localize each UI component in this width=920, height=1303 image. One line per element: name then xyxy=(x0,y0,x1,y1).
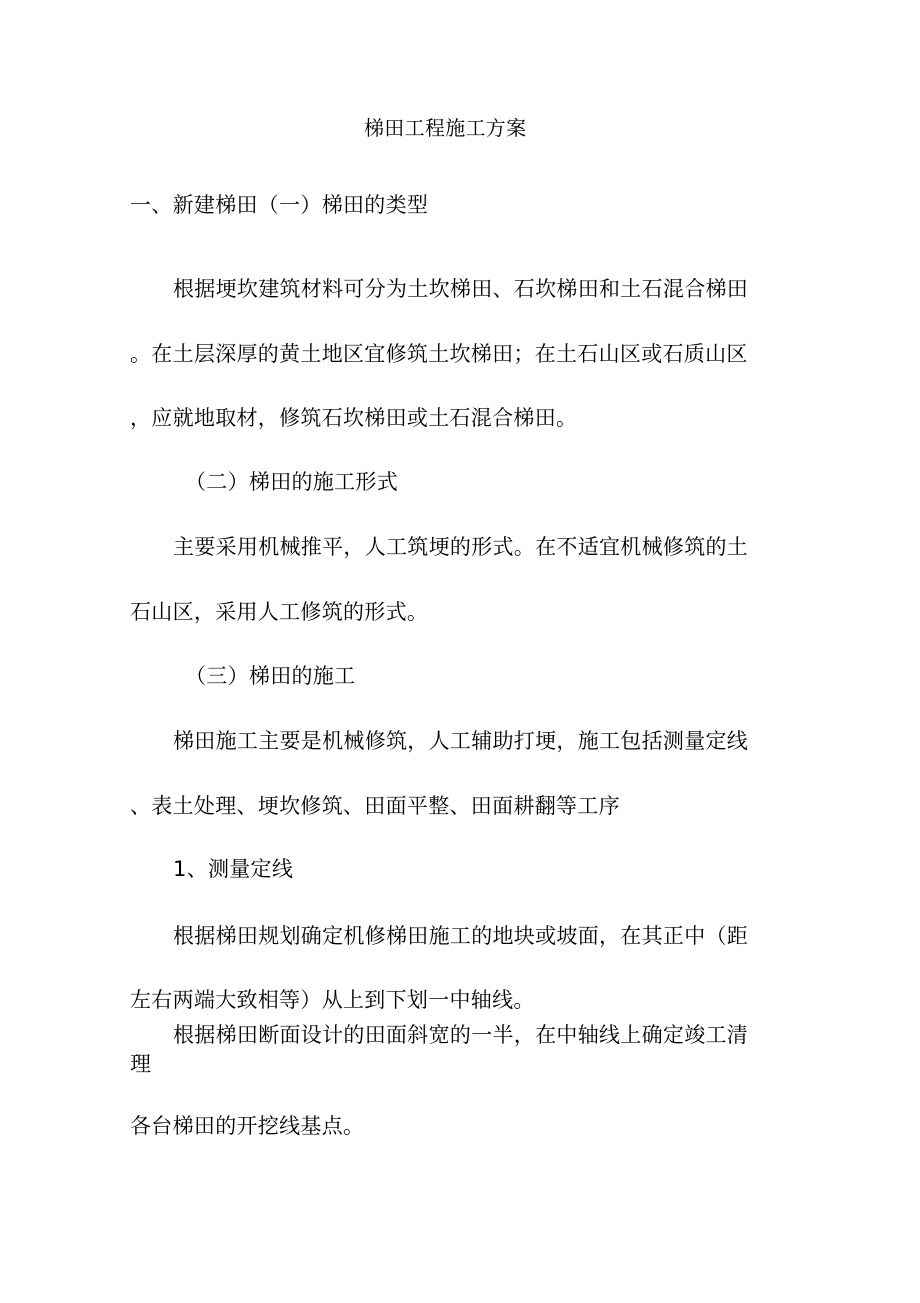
section-heading: 一、新建梯田（一）梯田的类型 xyxy=(130,193,429,217)
paragraph-line: ，应就地取材，修筑石坎梯田或土石混合梯田。 xyxy=(130,406,578,430)
paragraph-line: 、表土处理、埂坎修筑、田面平整、田面耕翻等工序 xyxy=(130,794,620,818)
paragraph-line: 根据梯田断面设计的田面斜宽的一半，在中轴线上确定竣工清 xyxy=(173,1023,749,1047)
paragraph-line: 左右两端大致相等）从上到下划一中轴线。 xyxy=(130,988,535,1012)
subheading: （二）梯田的施工形式 xyxy=(185,470,398,494)
paragraph-line: 。在土层深厚的黄土地区宜修筑土坎梯田；在土石山区或石质山区 xyxy=(130,342,748,366)
paragraph-line: 理 xyxy=(130,1052,152,1076)
paragraph-line: 主要采用机械推平，人工筑埂的形式。在不适宜机械修筑的土 xyxy=(173,535,749,559)
paragraph-line: 石山区，采用人工修筑的形式。 xyxy=(130,600,429,624)
subheading: （三）梯田的施工 xyxy=(185,664,356,688)
paragraph-line: 根据埂坎建筑材料可分为土坎梯田、石坎梯田和土石混合梯田 xyxy=(173,277,749,301)
paragraph-line: 各台梯田的开挖线基点。 xyxy=(130,1114,365,1138)
paragraph-line: 梯田施工主要是机械修筑，人工辅助打埂，施工包括测量定线 xyxy=(173,729,749,753)
document-title: 梯田工程施工方案 xyxy=(364,116,527,140)
numbered-item-heading: 1、测量定线 xyxy=(173,857,294,881)
paragraph-line: 根据梯田规划确定机修梯田施工的地块或坡面，在其正中（距 xyxy=(173,924,749,948)
